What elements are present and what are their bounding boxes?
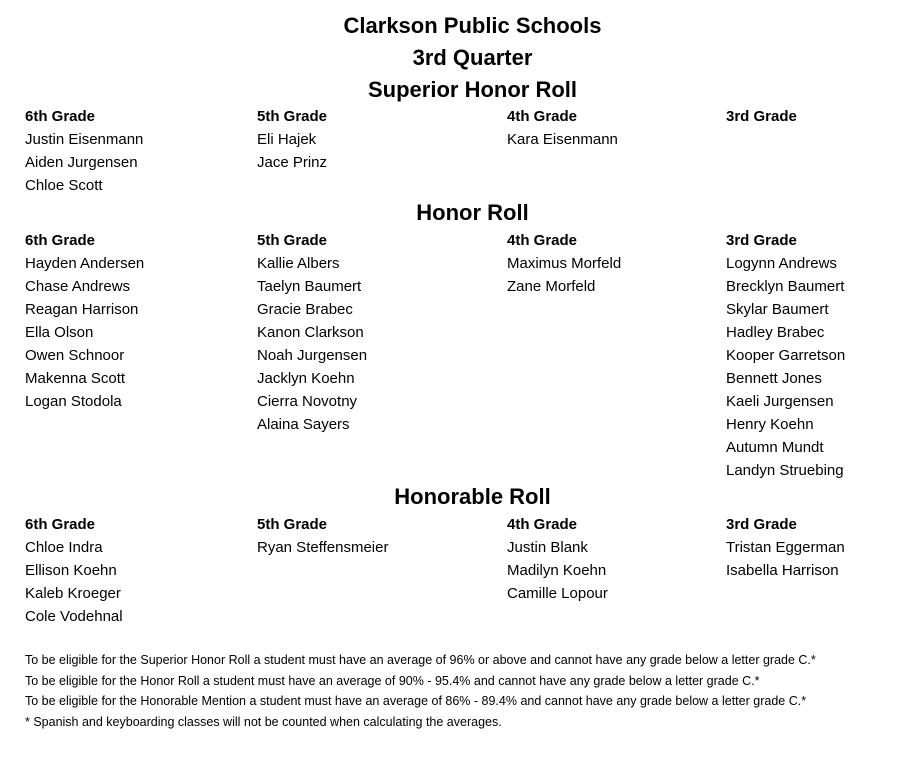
grade-heading: 5th Grade <box>257 108 328 125</box>
student-name: Hayden Andersen <box>25 255 145 272</box>
student-name: Justin Blank <box>507 539 588 556</box>
student-name: Bennett Jones <box>726 370 822 387</box>
student-name: Chloe Scott <box>25 177 103 194</box>
school-title: Clarkson Public Schools <box>343 13 602 38</box>
student-name: Reagan Harrison <box>25 301 139 318</box>
superior-honor-roll-heading: Superior Honor Roll <box>368 77 577 102</box>
student-name: Autumn Mundt <box>726 439 824 456</box>
grade-column <box>507 105 618 151</box>
grade-heading: 4th Grade <box>507 232 578 249</box>
student-name: Kara Eisenmann <box>507 131 618 148</box>
student-name: Skylar Baumert <box>726 301 829 318</box>
honor-roll-heading: Honor Roll <box>416 200 529 225</box>
grade-column <box>726 513 845 582</box>
student-name: Eli Hajek <box>257 131 317 148</box>
student-name: Maximus Morfeld <box>507 255 622 272</box>
student-name: Cierra Novotny <box>257 393 358 410</box>
student-name: Cole Vodehnal <box>25 608 123 625</box>
student-name: Isabella Harrison <box>726 562 839 579</box>
student-name: Logynn Andrews <box>726 255 837 272</box>
student-name: Brecklyn Baumert <box>726 278 845 295</box>
grade-heading: 6th Grade <box>25 516 96 533</box>
student-name: Kanon Clarkson <box>257 324 364 341</box>
grade-heading: 6th Grade <box>25 232 96 249</box>
eligibility-notes <box>25 650 816 732</box>
grade-column <box>257 513 388 559</box>
grade-column <box>25 229 144 413</box>
honor-eligibility-note: To be eligible for the Honor Roll a student must have an average of 90% - 95.4% and cannot have any grade below a letter grade C.* <box>25 673 760 688</box>
student-name: Makenna Scott <box>25 370 126 387</box>
student-name: Aiden Jurgensen <box>25 154 138 171</box>
grade-heading: 4th Grade <box>507 516 578 533</box>
student-name: Henry Koehn <box>726 416 814 433</box>
student-name: Ella Olson <box>25 324 94 341</box>
grade-column <box>507 513 608 605</box>
student-name: Kallie Albers <box>257 255 340 272</box>
student-name: Camille Lopour <box>507 585 608 602</box>
student-name: Gracie Brabec <box>257 301 353 318</box>
superior-eligibility-note: To be eligible for the Superior Honor Roll a student must have an average of 96% or above and cannot have any grade below a letter grade C.* <box>25 653 816 667</box>
student-name: Jacklyn Koehn <box>257 370 355 387</box>
student-name: Chase Andrews <box>25 278 131 295</box>
grade-heading: 3rd Grade <box>726 108 797 125</box>
honorable-eligibility-note: To be eligible for the Honorable Mention a student must have an average of 86% - 89.4% and cannot have any grade below a letter grade C.* <box>25 694 807 708</box>
student-name: Jace Prinz <box>257 154 328 171</box>
student-name: Kaleb Kroeger <box>25 585 121 602</box>
grade-column <box>726 105 797 128</box>
grade-heading: 6th Grade <box>25 108 96 125</box>
student-name: Noah Jurgensen <box>257 347 368 364</box>
student-name: Chloe Indra <box>25 539 103 556</box>
grade-column <box>507 229 621 298</box>
student-name: Taelyn Baumert <box>257 278 362 295</box>
grade-heading: 5th Grade <box>257 516 328 533</box>
grade-heading: 5th Grade <box>257 232 328 249</box>
student-name: Ryan Steffensmeier <box>257 539 389 556</box>
grade-column <box>726 229 845 482</box>
grade-column <box>257 105 327 174</box>
averages-exclusion-note: * Spanish and keyboarding classes will not be counted when calculating the averages. <box>25 714 502 729</box>
honorable-roll-heading: Honorable Roll <box>394 484 551 509</box>
student-name: Tristan Eggerman <box>726 539 845 556</box>
grade-heading: 3rd Grade <box>726 232 797 249</box>
student-name: Kooper Garretson <box>726 347 846 364</box>
student-name: Justin Eisenmann <box>25 131 144 148</box>
student-name: Logan Stodola <box>25 393 122 410</box>
student-name: Kaeli Jurgensen <box>726 393 834 410</box>
student-name: Owen Schnoor <box>25 347 125 364</box>
grade-heading: 3rd Grade <box>726 516 797 533</box>
grade-column <box>25 513 123 628</box>
student-name: Ellison Koehn <box>25 562 117 579</box>
student-name: Alaina Sayers <box>257 416 350 433</box>
quarter-title: 3rd Quarter <box>412 45 533 70</box>
student-name: Hadley Brabec <box>726 324 825 341</box>
student-name: Madilyn Koehn <box>507 562 607 579</box>
grade-column <box>257 229 367 436</box>
student-name: Landyn Struebing <box>726 462 844 479</box>
grade-heading: 4th Grade <box>507 108 578 125</box>
student-name: Zane Morfeld <box>507 278 596 295</box>
grade-column <box>25 105 143 197</box>
